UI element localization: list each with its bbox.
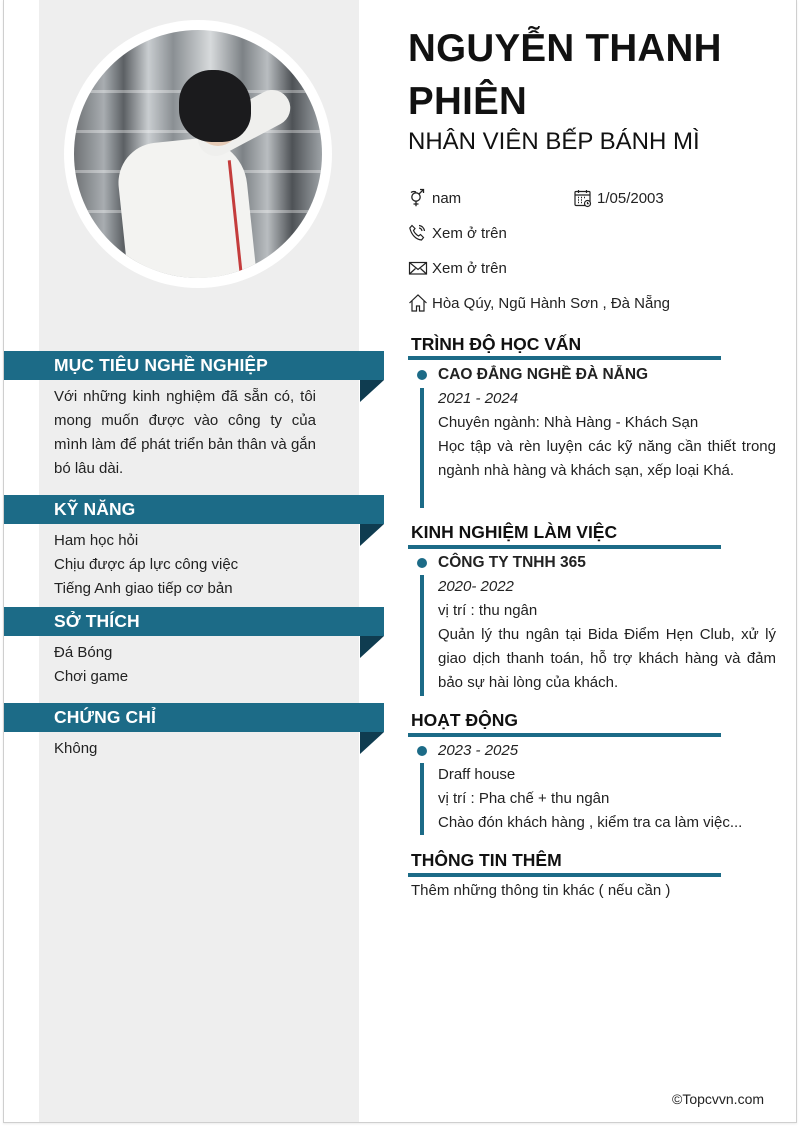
candidate-name: NGUYỄN THANH PHIÊN [408, 27, 722, 123]
objective-text: Với những kinh nghiệm đã sẵn có, tôi mong muốn được vào công ty của mình làm để phát triển bản thân và gắn bó lâu dài. [54, 388, 316, 477]
skill-item: Chịu được áp lực công việc [54, 556, 239, 573]
activity-entry [438, 739, 776, 835]
gender-row [408, 187, 461, 209]
activity-date: 2023 - 2025 [438, 742, 519, 759]
certificates-header [4, 703, 384, 732]
skills-header [4, 495, 384, 524]
experience-entry [438, 551, 776, 695]
email-value: Xem ở trên [432, 259, 507, 277]
birthday-row [573, 187, 664, 209]
skills-list [54, 529, 316, 601]
experience-date: 2020- 2022 [438, 578, 514, 595]
section-divider [408, 545, 721, 549]
home-icon [408, 293, 428, 313]
company-name: CÔNG TY TNHH 365 [438, 554, 586, 571]
ribbon-fold [360, 380, 384, 402]
skill-item: Tiếng Anh giao tiếp cơ bản [54, 580, 233, 597]
timeline-bar [420, 763, 424, 835]
copyright: ©Topcvvn.com [672, 1091, 765, 1107]
experience-title: KINH NGHIỆM LÀM VIỆC [411, 522, 618, 542]
ribbon-fold [360, 524, 384, 546]
phone-value: Xem ở trên [432, 224, 507, 242]
hobbies-title: SỞ THÍCH [54, 611, 140, 631]
timeline-dot [417, 370, 427, 380]
timeline-dot [417, 558, 427, 568]
skill-item: Ham học hỏi [54, 532, 139, 549]
timeline-bar [420, 575, 424, 696]
education-major: Chuyên ngành: Nhà Hàng - Khách Sạn [438, 414, 699, 431]
education-title: TRÌNH ĐỘ HỌC VẤN [411, 334, 582, 354]
section-divider [408, 356, 721, 360]
gender-value: nam [432, 189, 462, 207]
timeline-dot [417, 746, 427, 756]
address-value: Hòa Qúy, Ngũ Hành Sơn , Đà Nẵng [432, 294, 671, 312]
certificates-list [54, 737, 316, 761]
email-icon [408, 258, 428, 278]
email-row [408, 257, 507, 279]
phone-icon [408, 223, 428, 243]
section-divider [408, 733, 721, 737]
objective-header [4, 351, 384, 380]
additional-text: Thêm những thông tin khác ( nếu cần ) [411, 882, 671, 899]
certificates-title: CHỨNG CHỈ [54, 707, 156, 727]
objective-title: MỤC TIÊU NGHỀ NGHIỆP [54, 355, 268, 375]
calendar-icon [573, 188, 593, 208]
ribbon-fold [360, 732, 384, 754]
education-date: 2021 - 2024 [438, 390, 519, 407]
birthday-value: 1/05/2003 [597, 189, 664, 207]
section-divider [408, 873, 721, 877]
gender-icon [408, 188, 428, 208]
timeline-bar [420, 388, 424, 508]
activity-position: vị trí : Pha chế + thu ngân [438, 790, 610, 807]
phone-row [408, 222, 507, 244]
school-name: CAO ĐẲNG NGHỀ ĐÀ NẴNG [438, 366, 649, 383]
hobbies-list [54, 641, 316, 689]
activity-place: Draff house [438, 766, 516, 783]
job-title: NHÂN VIÊN BẾP BÁNH MÌ [408, 128, 700, 155]
experience-description: Quản lý thu ngân tại Bida Điểm Hẹn Club, xử lý giao dịch thanh toán, hỗ trợ khách hàng và đảm bảo sự hài lòng của khách. [438, 626, 776, 691]
address-row [408, 292, 670, 314]
certificate-item: Không [54, 740, 98, 757]
hobbies-header [4, 607, 384, 636]
skills-title: KỸ NĂNG [54, 499, 136, 519]
hobby-item: Chơi game [54, 668, 129, 685]
education-description: Học tập và rèn luyện các kỹ năng cần thiết trong ngành nhà hàng và khách sạn, xếp loại Khá. [438, 438, 776, 479]
activity-description: Chào đón khách hàng , kiểm tra ca làm việc... [438, 814, 743, 831]
ribbon-fold [360, 636, 384, 658]
education-entry [438, 363, 776, 483]
avatar [74, 30, 322, 278]
additional-title: THÔNG TIN THÊM [411, 850, 562, 870]
experience-position: vị trí : thu ngân [438, 602, 538, 619]
hobby-item: Đá Bóng [54, 644, 113, 661]
activities-title: HOẠT ĐỘNG [411, 710, 518, 730]
